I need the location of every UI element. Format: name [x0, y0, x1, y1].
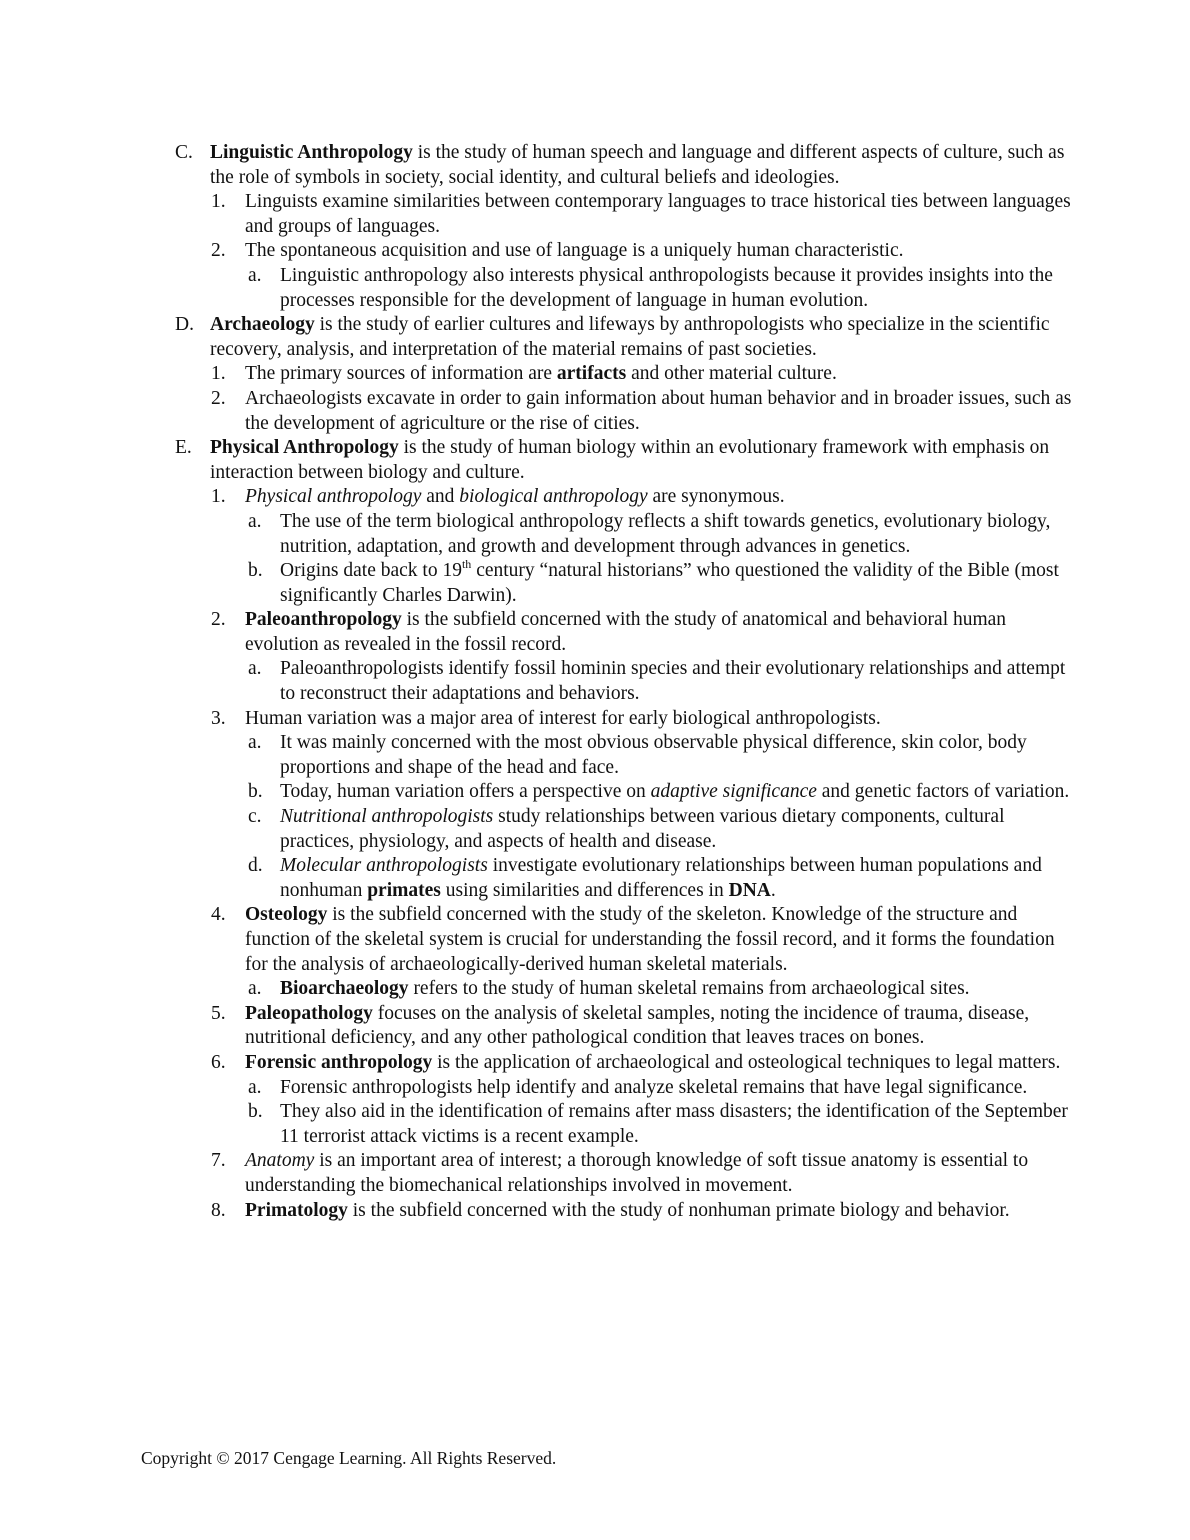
outline-item-level-2 [175, 854, 1075, 903]
text-run: is the subfield concerned with the study of the skeleton. Knowledge of the structure and function of the skeletal system is crucial for understanding the fossil record, and it forms the foundation for the analysis of archaeologically-derived human skeletal materials. [245, 904, 1055, 975]
list-marker: C. [175, 142, 193, 163]
bold-term: Archaeology [210, 314, 315, 336]
outline-item-level-1 [175, 903, 1075, 977]
outline-item-level-0 [175, 313, 1075, 362]
list-marker: a. [248, 732, 262, 754]
item-text [245, 239, 1075, 264]
bold-term: artifacts [556, 363, 627, 385]
italic-term: biological anthropology [459, 486, 648, 508]
outline-item-level-0 [175, 141, 1075, 190]
item-text [280, 1076, 1075, 1101]
outline-item-level-1 [175, 1051, 1075, 1076]
list-marker: 2. [211, 387, 226, 409]
bold-term: primates [367, 879, 441, 901]
item-text [210, 313, 1075, 362]
item-text [245, 485, 1075, 510]
italic-term: adaptive significance [650, 781, 817, 803]
list-marker: a. [248, 978, 262, 1000]
bold-term: Physical Anthropology [210, 437, 399, 459]
list-marker: a. [248, 264, 262, 286]
outline-item-level-0 [175, 436, 1075, 485]
list-marker: a. [248, 510, 262, 532]
text-run: using similarities and differences in [440, 879, 729, 901]
list-marker: d. [248, 855, 263, 877]
text-run: Paleoanthropologists identify fossil hominin species and their evolutionary relationships and attempt to reconstruct their adaptations and behaviors. [280, 658, 1066, 705]
text-run: Origins date back to 19 [280, 560, 462, 582]
item-text [210, 436, 1075, 485]
list-marker: 7. [211, 1150, 226, 1172]
text-run: is the study of human biology within an evolutionary framework with emphasis on interaction between biology and culture. [210, 437, 1050, 483]
list-marker: b. [248, 560, 263, 582]
item-text [245, 707, 1075, 732]
text-run: is the study of earlier cultures and lifeways by anthropologists who specialize in the scientific recovery, analysis, and interpretation of the material remains of past societies. [210, 314, 1050, 360]
outline-item-level-1 [175, 190, 1075, 239]
outline-item-level-2 [175, 731, 1075, 780]
bold-term: Forensic anthropology [245, 1051, 433, 1073]
text-run: and other material culture. [626, 363, 837, 385]
list-marker: D. [175, 314, 194, 336]
text-run: and [421, 486, 460, 508]
item-text [245, 903, 1075, 977]
text-run: refers to the study of human skeletal remains from archaeological sites. [408, 978, 970, 1000]
outline-item-level-1 [175, 1149, 1075, 1198]
list-marker: 3. [211, 707, 226, 729]
italic-term: Nutritional anthropologists [280, 806, 494, 828]
bold-term: Osteology [245, 904, 328, 926]
text-run: focuses on the analysis of skeletal samples, noting the incidence of trauma, disease, nutritional deficiency, and any other pathological condition that leaves traces on bones. [245, 1002, 1030, 1049]
text-run: . [770, 879, 776, 901]
outline-item-level-2 [175, 805, 1075, 854]
outline-item-level-2 [175, 510, 1075, 559]
item-text [245, 1002, 1075, 1051]
bold-term: Bioarchaeology [280, 978, 409, 1000]
text-run: The primary sources of information are [245, 363, 557, 385]
list-marker: 2. [211, 240, 226, 262]
text-run: study relationships between various dietary components, cultural practices, physiology, and aspects of health and disease. [280, 806, 1005, 852]
list-marker: b. [248, 1101, 263, 1123]
item-text [280, 854, 1075, 903]
outline-item-level-2 [175, 977, 1075, 1002]
text-run: is an important area of interest; a thorough knowledge of soft tissue anatomy is essential to understanding the biomechanical relationships involved in movement. [245, 1150, 1029, 1196]
text-run: is the study of human speech and language and different aspects of culture, such as the role of symbols in society, social identity, and cultural beliefs and ideologies. [210, 142, 1065, 188]
text-run: is the subfield concerned with the study of anatomical and behavioral human evolution as revealed in the fossil record. [245, 609, 1007, 655]
bold-term: Paleoanthropology [245, 609, 402, 631]
outline-item-level-2 [175, 657, 1075, 706]
text-run: is the subfield concerned with the study of nonhuman primate biology and behavior. [347, 1199, 1010, 1221]
text-run: Linguistic anthropology also interests physical anthropologists because it provides insights into the processes responsible for the development of language in human evolution. [280, 264, 1053, 311]
list-marker: 2. [211, 609, 226, 631]
item-text [280, 731, 1075, 780]
item-text [245, 362, 1075, 387]
bold-term: Paleopathology [245, 1002, 373, 1024]
item-text [245, 190, 1075, 239]
outline-item-level-1 [175, 707, 1075, 732]
outline-item-level-1 [175, 362, 1075, 387]
item-text [280, 657, 1075, 706]
text-run: and genetic factors of variation. [816, 781, 1070, 803]
outline-item-level-1 [175, 1002, 1075, 1051]
bold-term: Primatology [245, 1199, 348, 1221]
item-text [280, 559, 1075, 608]
bold-term: DNA [728, 879, 771, 901]
copyright-footer: Copyright © 2017 Cengage Learning. All Rights Reserved. [141, 1448, 557, 1468]
text-run: is the application of archaeological and osteological techniques to legal matters. [432, 1051, 1061, 1073]
outline-item-level-1 [175, 387, 1075, 436]
item-text [210, 141, 1075, 190]
outline-item-level-2 [175, 780, 1075, 805]
list-marker: 1. [211, 486, 226, 508]
item-text [280, 805, 1075, 854]
text-run: Archaeologists excavate in order to gain information about human behavior and in broader issues, such as the development of agriculture or the rise of cities. [245, 387, 1072, 434]
outline-item-level-1 [175, 239, 1075, 264]
bold-term: Linguistic Anthropology [210, 142, 413, 163]
list-marker: 1. [211, 363, 226, 385]
item-text [280, 780, 1075, 805]
list-marker: a. [248, 1076, 262, 1098]
item-text [245, 1199, 1075, 1224]
list-marker: 4. [211, 904, 226, 926]
item-text [245, 608, 1075, 657]
text-run: Human variation was a major area of interest for early biological anthropologists. [245, 707, 881, 729]
list-marker: b. [248, 781, 263, 803]
text-run: The spontaneous acquisition and use of language is a uniquely human characteristic. [245, 240, 904, 262]
italic-term: Anatomy [245, 1150, 315, 1172]
item-text [245, 1051, 1075, 1076]
text-run: are synonymous. [647, 486, 785, 508]
list-marker: 6. [211, 1051, 226, 1073]
list-marker: E. [175, 437, 192, 459]
item-text [245, 1149, 1075, 1198]
outline-list [175, 141, 1075, 1223]
italic-term: Molecular anthropologists [280, 855, 488, 877]
list-marker: 8. [211, 1199, 226, 1221]
superscript: th [461, 557, 472, 572]
outline-item-level-1 [175, 608, 1075, 657]
outline-item-level-2 [175, 1076, 1075, 1101]
text-run: Forensic anthropologists help identify and analyze skeletal remains that have legal significance. [280, 1076, 1028, 1098]
outline-item-level-1 [175, 1199, 1075, 1224]
item-text [245, 387, 1075, 436]
list-marker: a. [248, 658, 262, 680]
item-text [280, 977, 1075, 1002]
item-text [280, 1100, 1075, 1149]
list-marker: c. [248, 806, 262, 828]
outline-item-level-1 [175, 485, 1075, 510]
text-run: investigate evolutionary relationships between human populations and nonhuman [280, 855, 1042, 901]
italic-term: Physical anthropology [245, 486, 422, 508]
item-text [280, 510, 1075, 559]
outline-item-level-2 [175, 1100, 1075, 1149]
outline-item-level-2 [175, 264, 1075, 313]
text-run: Today, human variation offers a perspective on [280, 781, 651, 803]
text-run: century “natural historians” who questioned the validity of the Bible (most significantly Charles Darwin). [280, 560, 1059, 606]
text-run: It was mainly concerned with the most obvious observable physical difference, skin color, body proportions and shape of the head and face. [280, 732, 1027, 778]
text-run: The use of the term biological anthropology reflects a shift towards genetics, evolutionary biology, nutrition, adaptation, and growth and development through advances in genetics. [280, 510, 1051, 557]
item-text [280, 264, 1075, 313]
text-run: They also aid in the identification of remains after mass disasters; the identification of the September 11 terrorist attack victims is a recent example. [280, 1101, 1068, 1147]
text-run: Linguists examine similarities between contemporary languages to trace historical ties between languages and groups of languages. [245, 191, 1071, 237]
list-marker: 5. [211, 1002, 226, 1024]
list-marker: 1. [211, 191, 226, 213]
outline-item-level-2 [175, 559, 1075, 608]
